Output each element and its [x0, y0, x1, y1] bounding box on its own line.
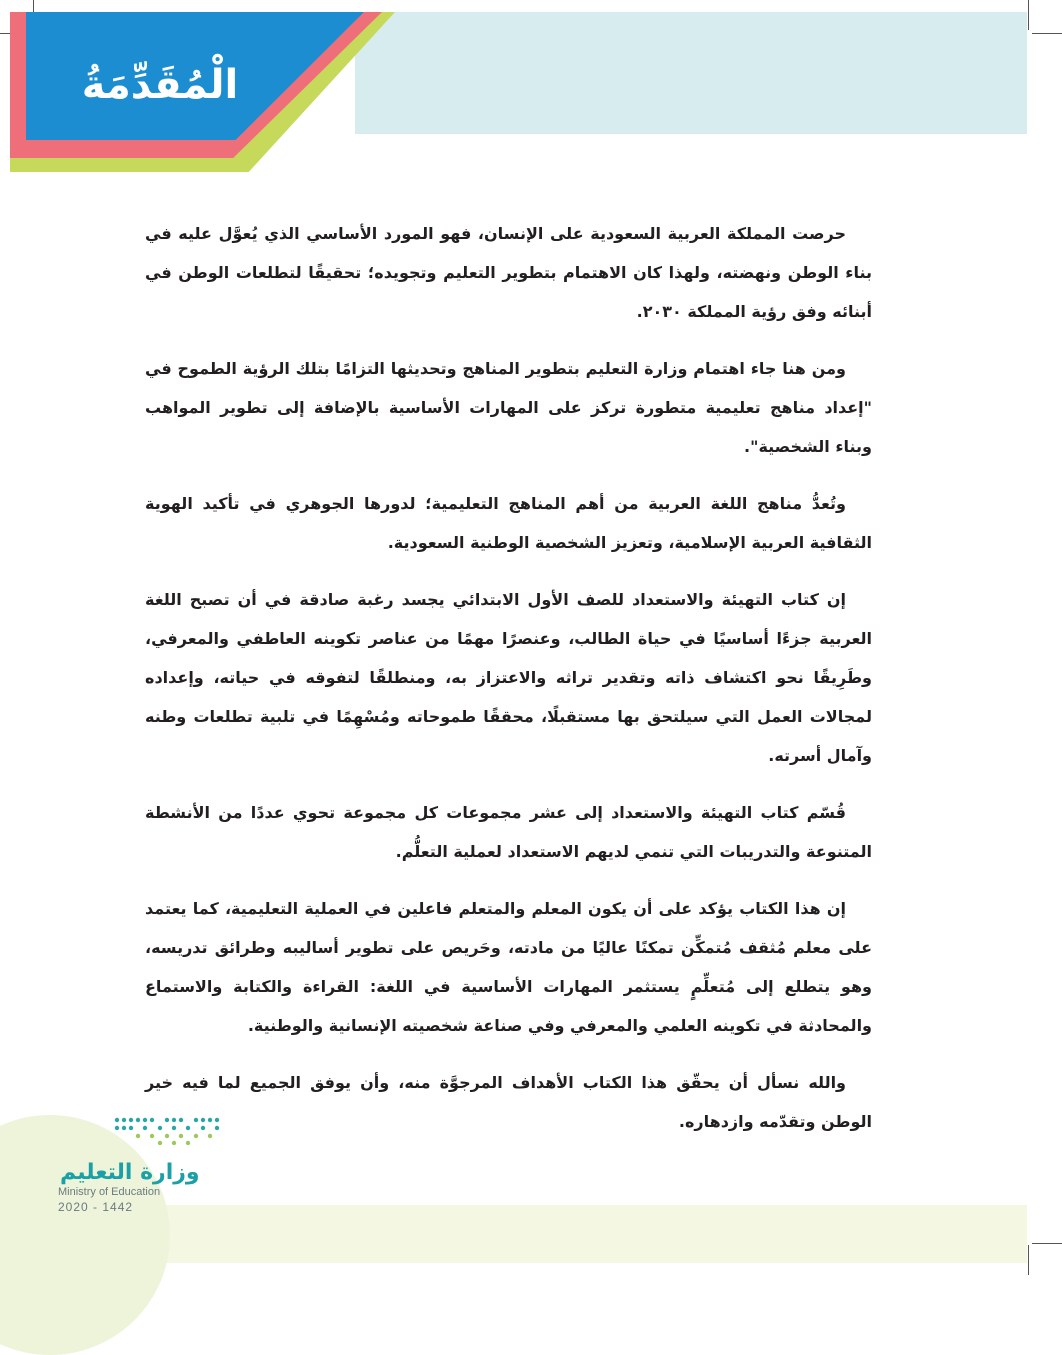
header-band — [355, 12, 1027, 134]
ministry-name-arabic: وزارة التعليم — [60, 1160, 200, 1185]
crop-mark — [1032, 33, 1062, 34]
paragraph: إن هذا الكتاب يؤكد على أن يكون المعلم والمتعلم فاعلين في العملية التعليمية، كما يعتمد على معلم مُثقف مُتمكِّن تمكنًا عاليًا من مادته، وحَريص على تطوير أساليبه وطرائق تدريسه، وهو يتطلع إلى مُتعلِّمٍ يستثمر المهارات الأساسية في اللغة: القراءة والكتابة والاستماع والمحادثة في تكوينه العلمي والمعرفي وفي صناعة شخصيته الإنسانية والوطنية. — [145, 899, 872, 1035]
paragraph: وتُعدُّ مناهج اللغة العربية من أهم المناهج التعليمية؛ لدورها الجوهري في تأكيد الهوية الثقافية العربية الإسلامية، وتعزيز الشخصية الوطنية السعودية. — [145, 494, 872, 552]
intro-content — [145, 214, 872, 1159]
paragraph: قُسّم كتاب التهيئة والاستعداد إلى عشر مجموعات كل مجموعة تحوي عددًا من الأنشطة المتنوعة والتدريبات التي تنمي لديهم الاستعداد لعملية التعلُّم. — [145, 803, 872, 861]
paragraph: حرصت المملكة العربية السعودية على الإنسان، فهو المورد الأساسي الذي يُعوَّل عليه في بناء الوطن ونهضته، ولهذا كان الاهتمام بتطوير التعليم وتجويده؛ تحقيقًا لتطلعات الوطن في أبنائه وفق رؤية المملكة ٢٠٣٠. — [145, 224, 872, 321]
edition-year: 2020 - 1442 — [58, 1200, 134, 1214]
paragraph: والله نسأل أن يحقّق هذا الكتاب الأهداف المرجوَّة منه، وأن يوفق الجميع لما فيه خير الوطن وتقدّمه وازدهاره. — [145, 1073, 872, 1131]
crop-mark — [1028, 0, 1029, 30]
ministry-name-english: Ministry of Education — [58, 1186, 161, 1198]
ministry-logo-icon — [112, 1115, 222, 1145]
paragraph: إن كتاب التهيئة والاستعداد للصف الأول الابتدائي يجسد رغبة صادقة في أن تصبح اللغة العربية جزءًا أساسيًا في حياة الطالب، وعنصرًا مهمًا من عناصر تكوينه العاطفي والمعرفي، وطَرِيقًا نحو اكتشاف ذاته وتقدير تراثه والاعتزاز به، ومنطلقًا لتفوقه في حياته، وإعداده لمجالات العمل التي سيلتحق بها مستقبلًا، محققًا طموحاته ومُسْهِمًا في تلبية تطلعات وطنه وآمال أسرته. — [145, 590, 872, 765]
crop-mark — [1032, 1243, 1062, 1244]
crop-mark — [1028, 1245, 1029, 1275]
paragraph: ومن هنا جاء اهتمام وزارة التعليم بتطوير المناهج وتحديثها التزامًا بتلك الرؤية الطموح في "إعداد مناهج تعليمية متطورة تركز على المهارات الأساسية بالإضافة إلى تطوير المواهب وبناء الشخصية". — [145, 359, 872, 456]
page-title: الْمُقَدِّمَةُ — [81, 62, 239, 108]
